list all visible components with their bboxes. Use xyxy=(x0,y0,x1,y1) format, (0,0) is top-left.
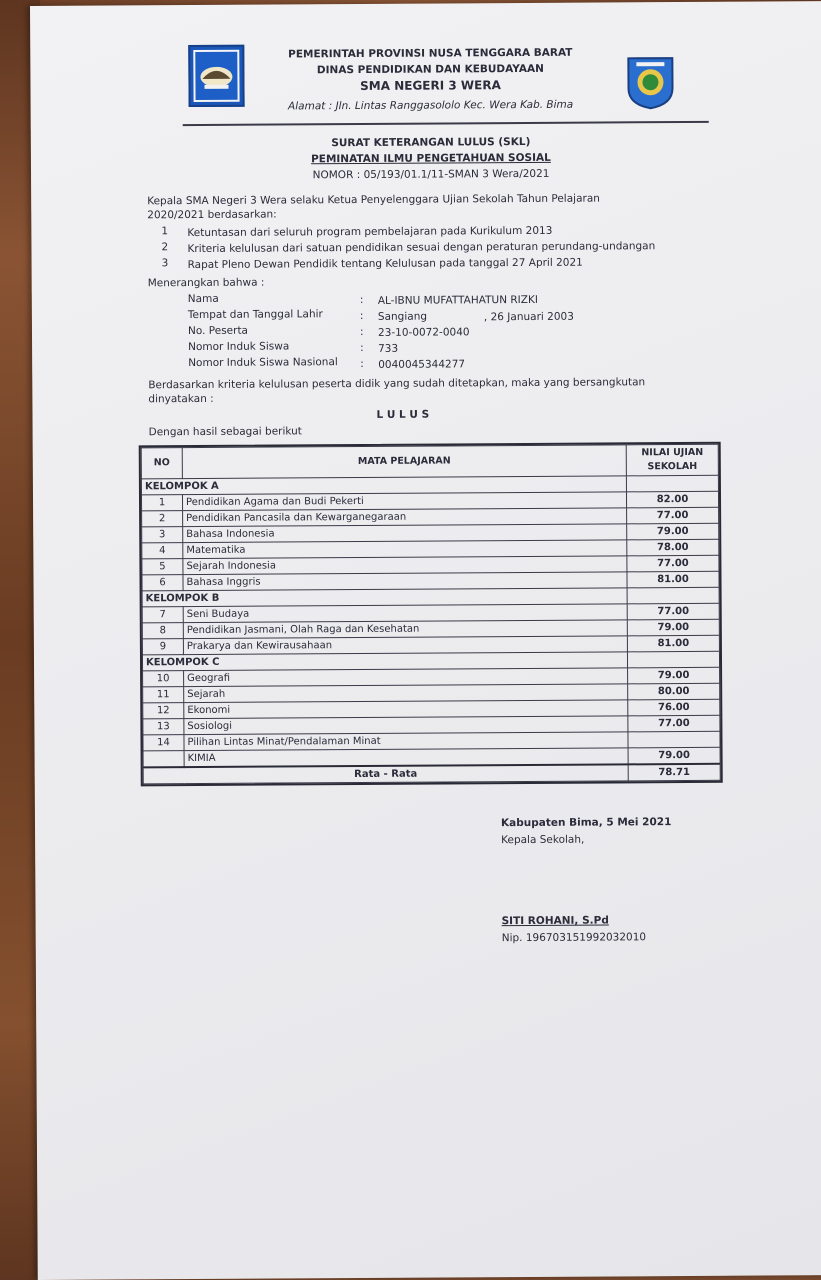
average-label: Rata - Rata xyxy=(143,764,628,783)
row-score: 78.00 xyxy=(627,539,719,556)
row-subject: Prakarya dan Kewirausahaan xyxy=(183,636,627,655)
document-number: NOMOR : 05/193/01.1/11-SMAN 3 Wera/2021 xyxy=(312,167,550,182)
nisn-label: Nomor Induk Siswa Nasional xyxy=(188,356,338,370)
average-row xyxy=(143,764,720,784)
row-no: 2 xyxy=(142,511,183,527)
row-score: 77.00 xyxy=(627,555,719,572)
school-name: SMA NEGERI 3 WERA xyxy=(360,78,501,93)
row-score: 79.00 xyxy=(627,619,719,636)
row-score: 77.00 xyxy=(627,603,719,620)
table-header-row xyxy=(141,444,718,479)
row-subject: Matematika xyxy=(183,540,627,559)
graduation-result: L U L U S xyxy=(376,408,430,421)
intro-line1: Kepala SMA Negeri 3 Wera selaku Ketua Penyelenggara Ujian Sekolah Tahun Pelajaran xyxy=(147,192,600,208)
row-no xyxy=(143,751,184,768)
school-address: Alamat : Jln. Lintas Ranggasololo Kec. Wera Kab. Bima xyxy=(288,98,574,113)
signature-nip: Nip. 196703151992032010 xyxy=(501,931,647,945)
birth-date: , 26 Januari 2003 xyxy=(483,310,574,324)
row-score: 82.00 xyxy=(626,491,718,508)
row-score: 81.00 xyxy=(627,635,719,652)
row-subject: Pendidikan Pancasila dan Kewarganegaraan xyxy=(183,508,627,527)
row-no: 9 xyxy=(142,639,183,655)
row-subject: Sejarah xyxy=(184,684,628,703)
col-score-header-line1: NILAI UJIAN xyxy=(641,446,704,459)
row-subject: Pilihan Lintas Minat/Pendalaman Minat xyxy=(184,732,628,751)
grades-table xyxy=(141,444,721,785)
row-score: 79.00 xyxy=(628,747,720,764)
col-subject-header: MATA PELAJARAN xyxy=(182,445,626,479)
signature-name: SITI ROHANI, S.Pd xyxy=(501,914,609,928)
basis-no-1: 1 xyxy=(161,225,169,238)
student-name: AL-IBNU MUFATTAHATUN RIZKI xyxy=(377,293,538,307)
row-subject: Seni Budaya xyxy=(183,604,627,623)
row-no: 4 xyxy=(142,543,183,559)
birth-place: Sangiang xyxy=(377,310,428,323)
colon: : xyxy=(359,293,364,306)
title-line2: PEMINATAN ILMU PENGETAHUAN SOSIAL xyxy=(311,151,551,166)
row-score: 77.00 xyxy=(627,507,719,524)
school-logo-icon xyxy=(622,54,678,110)
row-subject: Sosiologi xyxy=(184,716,628,735)
row-no: 6 xyxy=(142,575,183,591)
basis-no-2: 2 xyxy=(161,241,169,254)
colon: : xyxy=(360,357,364,370)
nis-label: Nomor Induk Siswa xyxy=(188,340,290,354)
row-no: 7 xyxy=(142,607,183,623)
header-line2: DINAS PENDIDIKAN DAN KEBUDAYAAN xyxy=(316,62,544,77)
decision-line2: dinyatakan : xyxy=(148,392,214,406)
row-score: 77.00 xyxy=(628,715,720,732)
nis-value: 733 xyxy=(378,342,399,355)
province-logo-icon xyxy=(188,45,244,107)
explain-text: Menerangkan bahwa : xyxy=(147,276,265,290)
exam-number-label: No. Peserta xyxy=(187,324,249,338)
row-score: 80.00 xyxy=(628,683,720,700)
average-value: 78.71 xyxy=(628,764,720,781)
row-subject: Bahasa Indonesia xyxy=(183,524,627,543)
row-subject: Bahasa Inggris xyxy=(183,572,627,591)
row-no: 10 xyxy=(143,671,184,687)
birth-label: Tempat dan Tanggal Lahir xyxy=(187,308,323,322)
title-line1: SURAT KETERANGAN LULUS (SKL) xyxy=(331,135,531,150)
row-subject: Pendidikan Jasmani, Olah Raga dan Kesehatan xyxy=(183,620,627,639)
header-divider xyxy=(183,121,709,126)
row-score: 81.00 xyxy=(627,571,719,588)
col-no-header: NO xyxy=(141,448,182,479)
row-no: 12 xyxy=(143,703,184,719)
row-no: 14 xyxy=(143,735,184,751)
intro-line2: 2020/2021 berdasarkan: xyxy=(147,208,277,222)
signature-role: Kepala Sekolah, xyxy=(501,833,585,847)
row-no: 8 xyxy=(142,623,183,639)
nisn-value: 0040045344277 xyxy=(378,358,466,371)
header-line1: PEMERINTAH PROVINSI NUSA TENGGARA BARAT xyxy=(288,46,573,61)
row-no: 3 xyxy=(142,527,183,543)
row-no: 5 xyxy=(142,559,183,575)
colon: : xyxy=(359,309,364,322)
decision-followup: Dengan hasil sebagai berikut xyxy=(148,425,302,439)
certificate-paper xyxy=(30,1,821,1280)
exam-number: 23-10-0072-0040 xyxy=(377,326,470,339)
row-no: 11 xyxy=(143,687,184,703)
col-score-header xyxy=(626,444,718,476)
group-label: KELOMPOK A xyxy=(141,476,626,495)
col-score-header-line2: SEKOLAH xyxy=(647,460,698,473)
row-subject: Ekonomi xyxy=(184,700,628,719)
basis-text-2: Kriteria kelulusan dari satuan pendidikan sesuai dengan peraturan perundang-undangan xyxy=(187,240,656,256)
student-name-label: Nama xyxy=(187,292,219,306)
row-subject: Sejarah Indonesia xyxy=(183,556,627,575)
row-score: 79.00 xyxy=(627,523,719,540)
group-label: KELOMPOK C xyxy=(142,652,627,671)
row-score: 79.00 xyxy=(628,667,720,684)
basis-text-1: Ketuntasan dari seluruh program pembelajaran pada Kurikulum 2013 xyxy=(187,224,553,240)
row-no: 1 xyxy=(141,495,182,511)
colon: : xyxy=(359,325,364,338)
signature-place-date: Kabupaten Bima, 5 Mei 2021 xyxy=(500,816,672,830)
row-score xyxy=(628,731,720,748)
row-subject: KIMIA xyxy=(184,748,628,767)
group-label: KELOMPOK B xyxy=(142,588,627,607)
row-subject: Geografi xyxy=(184,668,628,687)
row-no: 13 xyxy=(143,719,184,735)
decision-line1: Berdasarkan kriteria kelulusan peserta didik yang sudah ditetapkan, maka yang bersangkutan xyxy=(148,376,646,392)
basis-no-3: 3 xyxy=(161,257,169,270)
colon: : xyxy=(360,341,364,354)
row-score: 76.00 xyxy=(628,699,720,716)
row-subject: Pendidikan Agama dan Budi Pekerti xyxy=(182,492,626,511)
basis-text-3: Rapat Pleno Dewan Pendidik tentang Kelulusan pada tanggal 27 April 2021 xyxy=(187,256,583,272)
